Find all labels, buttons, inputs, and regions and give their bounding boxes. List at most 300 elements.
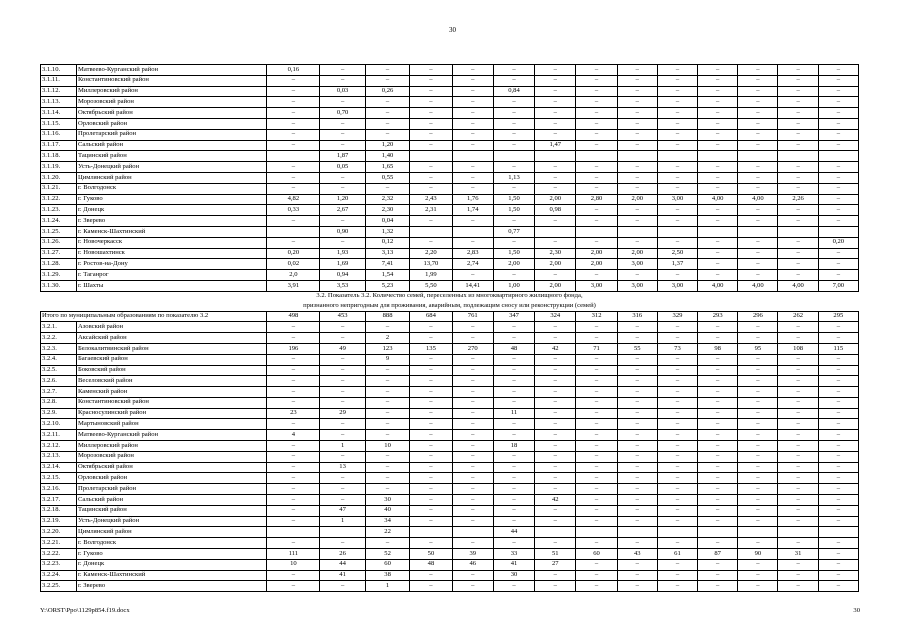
value-cell: – xyxy=(535,397,576,408)
value-cell: 0,04 xyxy=(365,216,409,227)
value-cell: – xyxy=(493,216,534,227)
value-cell xyxy=(738,151,778,162)
value-cell: – xyxy=(738,365,778,376)
value-cell: – xyxy=(738,473,778,484)
value-cell: – xyxy=(657,322,697,333)
value-cell: 34 xyxy=(365,516,409,527)
value-cell: 111 xyxy=(267,549,320,560)
row-name: Матвеево-Курганский район xyxy=(76,430,266,441)
value-cell: – xyxy=(617,397,657,408)
value-cell: – xyxy=(818,451,858,462)
row-number: 3.1.30. xyxy=(41,280,77,291)
value-cell: – xyxy=(617,495,657,506)
row-number: 3.2.23. xyxy=(41,559,77,570)
value-cell: – xyxy=(657,140,697,151)
value-cell: – xyxy=(738,97,778,108)
value-cell: – xyxy=(657,237,697,248)
total-value: 888 xyxy=(365,311,409,322)
value-cell: 13 xyxy=(320,462,366,473)
total-value: 324 xyxy=(535,311,576,322)
value-cell: 1,93 xyxy=(320,248,366,259)
value-cell: – xyxy=(267,172,320,183)
row-number: 3.1.28. xyxy=(41,259,77,270)
value-cell: 2,30 xyxy=(535,248,576,259)
value-cell: 95 xyxy=(738,343,778,354)
value-cell: – xyxy=(657,75,697,86)
value-cell: – xyxy=(657,581,697,592)
value-cell: – xyxy=(698,397,738,408)
row-name: Матвеево-Курганский район xyxy=(76,65,266,76)
value-cell: – xyxy=(818,581,858,592)
value-cell: – xyxy=(617,65,657,76)
row-number: 3.2.25. xyxy=(41,581,77,592)
value-cell: – xyxy=(738,408,778,419)
value-cell: – xyxy=(698,473,738,484)
value-cell: 2,83 xyxy=(452,248,493,259)
value-cell: 60 xyxy=(576,549,617,560)
value-cell: – xyxy=(576,65,617,76)
value-cell: – xyxy=(320,495,366,506)
value-cell: – xyxy=(657,183,697,194)
value-cell: – xyxy=(657,118,697,129)
value-cell: 1 xyxy=(320,441,366,452)
table-row xyxy=(41,151,859,162)
value-cell: – xyxy=(452,365,493,376)
value-cell: 0,90 xyxy=(320,226,366,237)
value-cell: – xyxy=(320,237,366,248)
value-cell: – xyxy=(778,205,818,216)
value-cell: 108 xyxy=(778,343,818,354)
value-cell: – xyxy=(267,322,320,333)
value-cell: – xyxy=(267,538,320,549)
value-cell: – xyxy=(320,354,366,365)
value-cell: – xyxy=(778,473,818,484)
value-cell: – xyxy=(778,322,818,333)
value-cell: – xyxy=(617,270,657,281)
value-cell: – xyxy=(698,419,738,430)
value-cell: – xyxy=(493,108,534,119)
value-cell: – xyxy=(493,65,534,76)
value-cell: – xyxy=(320,451,366,462)
value-cell: – xyxy=(535,538,576,549)
value-cell: – xyxy=(452,75,493,86)
value-cell: – xyxy=(738,516,778,527)
value-cell: – xyxy=(410,118,452,129)
value-cell xyxy=(320,527,366,538)
value-cell: – xyxy=(535,118,576,129)
value-cell: – xyxy=(365,376,409,387)
table-row xyxy=(41,441,859,452)
value-cell: – xyxy=(410,419,452,430)
value-cell: – xyxy=(535,419,576,430)
value-cell: – xyxy=(657,516,697,527)
value-cell: – xyxy=(738,140,778,151)
table-row xyxy=(41,216,859,227)
value-cell: – xyxy=(410,430,452,441)
value-cell: – xyxy=(267,216,320,227)
value-cell: – xyxy=(818,333,858,344)
value-cell xyxy=(410,226,452,237)
value-cell: – xyxy=(267,495,320,506)
value-cell: – xyxy=(778,97,818,108)
value-cell: 3,53 xyxy=(320,280,366,291)
value-cell: 1,99 xyxy=(410,270,452,281)
value-cell: 98 xyxy=(698,343,738,354)
value-cell: – xyxy=(738,451,778,462)
value-cell xyxy=(657,151,697,162)
row-number: 3.2.22. xyxy=(41,549,77,560)
row-number: 3.2.17. xyxy=(41,495,77,506)
value-cell xyxy=(617,226,657,237)
value-cell: 1,50 xyxy=(493,205,534,216)
value-cell: – xyxy=(267,387,320,398)
value-cell: – xyxy=(778,354,818,365)
row-number: 3.2.5. xyxy=(41,365,77,376)
value-cell: 1,50 xyxy=(493,194,534,205)
value-cell: – xyxy=(818,172,858,183)
value-cell: 0,84 xyxy=(493,86,534,97)
row-number: 3.1.27. xyxy=(41,248,77,259)
value-cell: – xyxy=(267,441,320,452)
value-cell: – xyxy=(657,570,697,581)
value-cell: – xyxy=(452,462,493,473)
value-cell: 55 xyxy=(617,343,657,354)
value-cell: – xyxy=(738,559,778,570)
value-cell: – xyxy=(410,333,452,344)
value-cell: – xyxy=(698,451,738,462)
value-cell: – xyxy=(698,248,738,259)
value-cell: – xyxy=(657,365,697,376)
value-cell: – xyxy=(738,75,778,86)
value-cell: – xyxy=(365,75,409,86)
value-cell: – xyxy=(657,473,697,484)
value-cell: – xyxy=(267,86,320,97)
value-cell: – xyxy=(778,162,818,173)
row-name: г. Ростов-на-Дону xyxy=(76,259,266,270)
value-cell: – xyxy=(320,376,366,387)
table-row xyxy=(41,322,859,333)
value-cell: – xyxy=(818,129,858,140)
value-cell: 115 xyxy=(818,343,858,354)
value-cell: – xyxy=(778,333,818,344)
value-cell: – xyxy=(738,205,778,216)
value-cell: – xyxy=(452,97,493,108)
value-cell: – xyxy=(617,581,657,592)
value-cell: – xyxy=(535,183,576,194)
value-cell: – xyxy=(320,65,366,76)
value-cell: 4 xyxy=(267,430,320,441)
value-cell xyxy=(452,226,493,237)
table-row xyxy=(41,581,859,592)
value-cell: – xyxy=(365,183,409,194)
value-cell: 40 xyxy=(365,505,409,516)
value-cell xyxy=(493,151,534,162)
value-cell: – xyxy=(535,333,576,344)
value-cell: – xyxy=(617,387,657,398)
value-cell: – xyxy=(410,129,452,140)
value-cell: – xyxy=(410,216,452,227)
total-value: 684 xyxy=(410,311,452,322)
value-cell: – xyxy=(818,538,858,549)
row-number: 3.2.15. xyxy=(41,473,77,484)
value-cell: – xyxy=(698,172,738,183)
value-cell: – xyxy=(410,441,452,452)
value-cell: – xyxy=(267,162,320,173)
value-cell: – xyxy=(576,441,617,452)
value-cell: – xyxy=(657,270,697,281)
value-cell: – xyxy=(452,419,493,430)
value-cell: 4,00 xyxy=(778,280,818,291)
value-cell: – xyxy=(493,162,534,173)
value-cell: 3,00 xyxy=(617,280,657,291)
value-cell: – xyxy=(657,397,697,408)
value-cell: – xyxy=(267,484,320,495)
value-cell: 18 xyxy=(493,441,534,452)
value-cell: 46 xyxy=(452,559,493,570)
value-cell: – xyxy=(778,441,818,452)
value-cell: – xyxy=(698,505,738,516)
value-cell: – xyxy=(617,172,657,183)
value-cell: 29 xyxy=(320,408,366,419)
value-cell: 1,00 xyxy=(493,280,534,291)
value-cell: – xyxy=(778,237,818,248)
value-cell: – xyxy=(738,419,778,430)
value-cell: – xyxy=(320,183,366,194)
total-value: 761 xyxy=(452,311,493,322)
value-cell xyxy=(452,151,493,162)
value-cell: – xyxy=(738,354,778,365)
value-cell: – xyxy=(365,397,409,408)
value-cell: – xyxy=(778,118,818,129)
value-cell: – xyxy=(410,484,452,495)
value-cell: – xyxy=(818,183,858,194)
row-name: Орловский район xyxy=(76,473,266,484)
section-heading: признанного непригодным для проживания, аварийным, подлежащим сносу или реконструкции (семей) xyxy=(303,301,596,309)
value-cell: – xyxy=(365,97,409,108)
value-cell: – xyxy=(818,205,858,216)
value-cell: – xyxy=(818,484,858,495)
table-row xyxy=(41,86,859,97)
value-cell: – xyxy=(778,397,818,408)
value-cell: – xyxy=(778,430,818,441)
value-cell: – xyxy=(320,365,366,376)
value-cell: – xyxy=(818,162,858,173)
value-cell: – xyxy=(320,397,366,408)
value-cell: 42 xyxy=(535,495,576,506)
value-cell: – xyxy=(698,108,738,119)
value-cell: 73 xyxy=(657,343,697,354)
row-number: 3.2.21. xyxy=(41,538,77,549)
value-cell: 5,23 xyxy=(365,280,409,291)
value-cell: – xyxy=(493,505,534,516)
value-cell: 0,70 xyxy=(320,108,366,119)
value-cell: – xyxy=(365,129,409,140)
value-cell: – xyxy=(452,65,493,76)
value-cell: – xyxy=(778,538,818,549)
value-cell: – xyxy=(818,86,858,97)
value-cell: – xyxy=(818,108,858,119)
row-number: 3.1.22. xyxy=(41,194,77,205)
value-cell: – xyxy=(698,65,738,76)
value-cell xyxy=(657,527,697,538)
value-cell: – xyxy=(535,430,576,441)
value-cell: – xyxy=(698,581,738,592)
value-cell: – xyxy=(657,505,697,516)
value-cell: 51 xyxy=(535,549,576,560)
row-name: Пролетарский район xyxy=(76,484,266,495)
value-cell: – xyxy=(535,516,576,527)
value-cell: – xyxy=(818,75,858,86)
value-cell: – xyxy=(493,397,534,408)
value-cell: – xyxy=(267,451,320,462)
value-cell: – xyxy=(778,505,818,516)
total-value: 347 xyxy=(493,311,534,322)
value-cell: – xyxy=(493,129,534,140)
value-cell: – xyxy=(698,484,738,495)
row-name: Константиновский район xyxy=(76,397,266,408)
value-cell: – xyxy=(410,408,452,419)
value-cell: – xyxy=(410,473,452,484)
value-cell: – xyxy=(267,237,320,248)
value-cell: 0,02 xyxy=(267,259,320,270)
table-row xyxy=(41,559,859,570)
value-cell: – xyxy=(657,441,697,452)
value-cell: – xyxy=(698,441,738,452)
value-cell: – xyxy=(493,183,534,194)
value-cell: – xyxy=(576,140,617,151)
value-cell: 1,37 xyxy=(657,259,697,270)
value-cell xyxy=(452,527,493,538)
table-row xyxy=(41,162,859,173)
row-number: 3.1.26. xyxy=(41,237,77,248)
value-cell: – xyxy=(698,495,738,506)
value-cell: – xyxy=(576,387,617,398)
value-cell: – xyxy=(617,559,657,570)
value-cell: – xyxy=(452,333,493,344)
value-cell: – xyxy=(657,172,697,183)
value-cell: 3,91 xyxy=(267,280,320,291)
value-cell: – xyxy=(778,86,818,97)
row-name: Каменский район xyxy=(76,387,266,398)
row-number: 3.2.11. xyxy=(41,430,77,441)
value-cell: – xyxy=(818,549,858,560)
row-number: 3.1.13. xyxy=(41,97,77,108)
value-cell: – xyxy=(778,559,818,570)
value-cell: – xyxy=(738,430,778,441)
table-row xyxy=(41,451,859,462)
value-cell: – xyxy=(818,354,858,365)
row-name: г. Волгодонск xyxy=(76,183,266,194)
value-cell: – xyxy=(320,387,366,398)
value-cell: – xyxy=(818,430,858,441)
value-cell: – xyxy=(738,86,778,97)
value-cell: – xyxy=(698,559,738,570)
row-number: 3.2.7. xyxy=(41,387,77,398)
value-cell: – xyxy=(818,570,858,581)
value-cell xyxy=(576,151,617,162)
value-cell xyxy=(267,527,320,538)
value-cell: – xyxy=(738,387,778,398)
value-cell: – xyxy=(493,462,534,473)
row-number: 3.2.2. xyxy=(41,333,77,344)
value-cell: – xyxy=(576,162,617,173)
value-cell: – xyxy=(410,322,452,333)
value-cell: 43 xyxy=(617,549,657,560)
value-cell: – xyxy=(818,270,858,281)
row-number: 3.2.3. xyxy=(41,343,77,354)
value-cell: – xyxy=(365,419,409,430)
value-cell: – xyxy=(778,495,818,506)
value-cell: – xyxy=(452,484,493,495)
value-cell xyxy=(738,527,778,538)
row-name: Азовский район xyxy=(76,322,266,333)
total-value: 312 xyxy=(576,311,617,322)
value-cell: – xyxy=(657,86,697,97)
value-cell: 2,32 xyxy=(365,194,409,205)
value-cell: – xyxy=(738,322,778,333)
table-row xyxy=(41,354,859,365)
table-row xyxy=(41,462,859,473)
value-cell: 2,00 xyxy=(617,248,657,259)
value-cell: – xyxy=(576,516,617,527)
value-cell: – xyxy=(657,205,697,216)
total-value: 329 xyxy=(657,311,697,322)
value-cell xyxy=(818,527,858,538)
value-cell: – xyxy=(535,65,576,76)
value-cell: – xyxy=(493,581,534,592)
value-cell: 3,00 xyxy=(657,194,697,205)
value-cell: – xyxy=(452,505,493,516)
value-cell: – xyxy=(778,376,818,387)
value-cell: 90 xyxy=(738,549,778,560)
value-cell: 23 xyxy=(267,408,320,419)
table-row xyxy=(41,376,859,387)
value-cell: 2,00 xyxy=(617,194,657,205)
value-cell: 123 xyxy=(365,343,409,354)
value-cell: – xyxy=(657,408,697,419)
table-row xyxy=(41,205,859,216)
value-cell xyxy=(738,226,778,237)
total-value: 296 xyxy=(738,311,778,322)
value-cell: – xyxy=(535,484,576,495)
value-cell: – xyxy=(738,118,778,129)
row-number: 3.1.12. xyxy=(41,86,77,97)
value-cell: 1,76 xyxy=(452,194,493,205)
value-cell: – xyxy=(452,441,493,452)
value-cell: 4,00 xyxy=(738,194,778,205)
value-cell: – xyxy=(535,354,576,365)
value-cell: – xyxy=(267,118,320,129)
value-cell: – xyxy=(410,108,452,119)
value-cell: – xyxy=(778,408,818,419)
row-name: Тацинский район xyxy=(76,505,266,516)
value-cell: – xyxy=(410,495,452,506)
value-cell: 4,00 xyxy=(698,280,738,291)
value-cell: – xyxy=(535,570,576,581)
value-cell: 9 xyxy=(365,354,409,365)
row-number: 3.2.16. xyxy=(41,484,77,495)
section-heading: 3.2. Показатель 3.2. Количество семей, переселенных из многоквартирного жилищного фонда, xyxy=(316,292,583,300)
value-cell xyxy=(535,151,576,162)
row-name: Веселовский район xyxy=(76,376,266,387)
value-cell: 2,43 xyxy=(410,194,452,205)
value-cell: 2,30 xyxy=(365,205,409,216)
value-cell: 10 xyxy=(267,559,320,570)
value-cell: 2 xyxy=(365,333,409,344)
table-row xyxy=(41,365,859,376)
value-cell: – xyxy=(818,397,858,408)
value-cell: 61 xyxy=(657,549,697,560)
